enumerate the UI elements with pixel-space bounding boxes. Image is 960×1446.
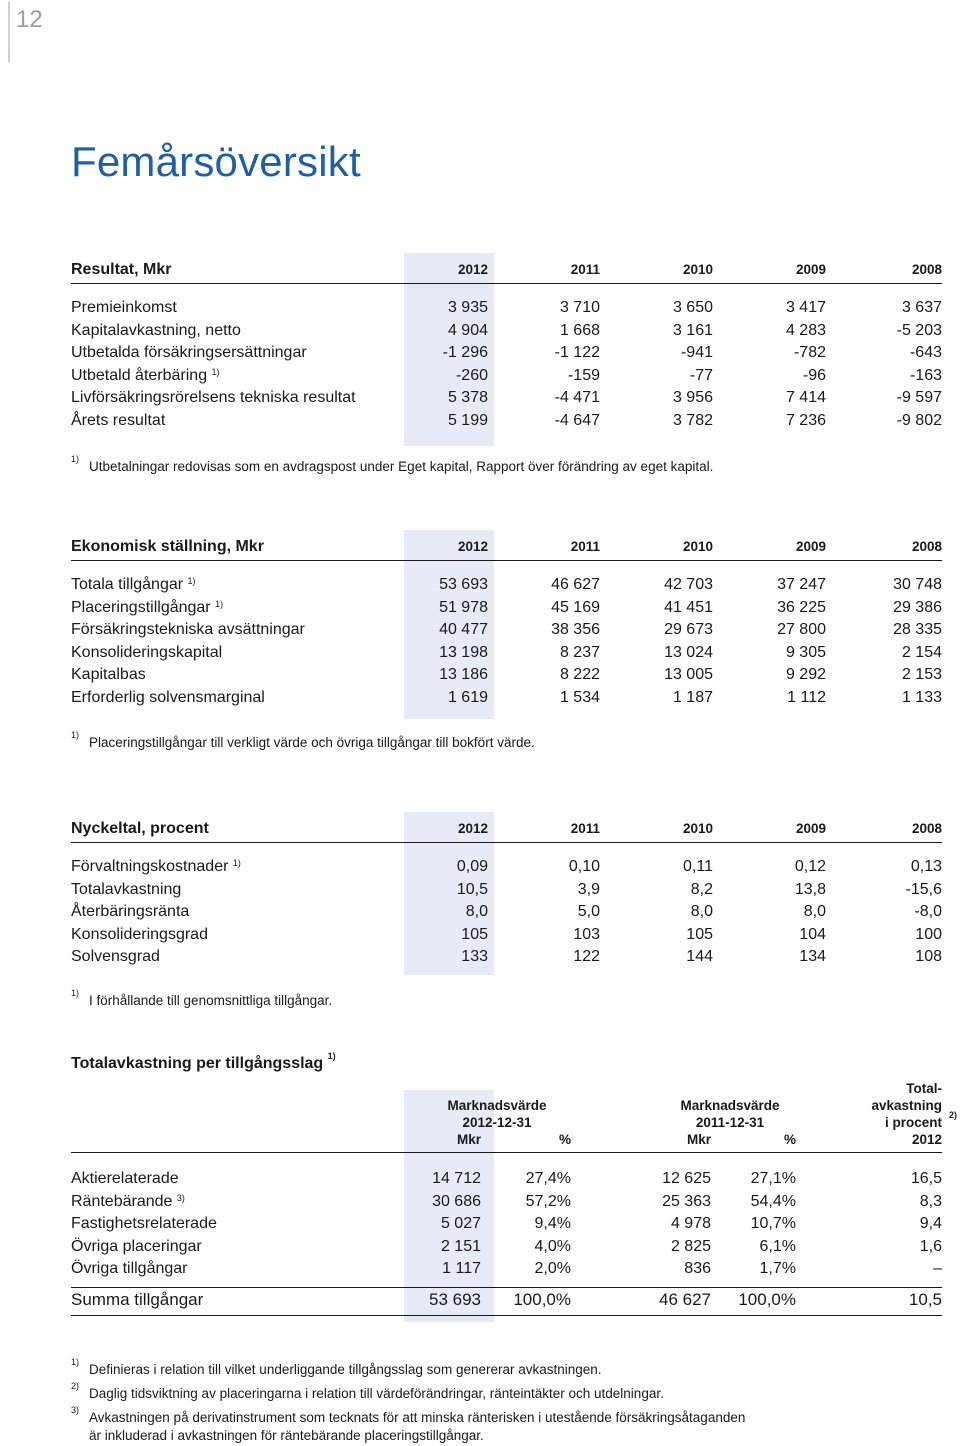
table-heading: Ekonomisk ställning, Mkr xyxy=(71,534,408,561)
cell: 8 237 xyxy=(559,643,600,661)
cell: 30 686 xyxy=(432,1192,481,1210)
footnote-ref: 1) xyxy=(211,366,220,377)
cell: 5 378 xyxy=(447,389,488,407)
cell: 100,0% xyxy=(513,1289,571,1309)
col3-year: 2012 xyxy=(911,1132,942,1147)
cell: -260 xyxy=(455,366,488,384)
footnote-mark: 1) xyxy=(71,1357,80,1367)
col1-date: 2012-12-31 xyxy=(462,1115,532,1130)
cell: 1,7% xyxy=(759,1260,796,1278)
footnote-mark: 1) xyxy=(71,730,80,740)
year-header: 2008 xyxy=(826,257,942,284)
year-header: 2011 xyxy=(488,257,600,284)
row-label: Utbetalda försäkringsersättningar xyxy=(71,344,307,362)
cell: 14 712 xyxy=(432,1170,481,1187)
cell: 100 xyxy=(915,925,942,943)
cell: 16,5 xyxy=(910,1170,942,1187)
row-label: Fastighetsrelaterade xyxy=(71,1215,217,1233)
page-edge-rule xyxy=(8,2,10,62)
year-header: 2009 xyxy=(713,816,826,843)
footnote-mark: 2) xyxy=(71,1381,80,1391)
cell: 29 386 xyxy=(893,598,942,616)
cell: 2 825 xyxy=(670,1237,711,1255)
table-row xyxy=(71,365,942,388)
row-label: Kapitalavkastning, netto xyxy=(71,321,241,339)
cell: – xyxy=(933,1260,942,1278)
total-row xyxy=(71,1288,942,1312)
col1-pct: % xyxy=(558,1132,571,1147)
table-row xyxy=(71,1213,942,1236)
cell: 1 668 xyxy=(559,321,600,339)
footnote-text: Placeringstillgångar till verkligt värde och övriga tillgångar till bokfört värde. xyxy=(89,735,535,750)
footnote-mark: 1) xyxy=(71,454,80,464)
year-header: 2010 xyxy=(600,534,713,561)
cell: 13 198 xyxy=(439,643,488,661)
cell: -15,6 xyxy=(905,880,942,898)
cell: 7 414 xyxy=(785,389,826,407)
cell: 1 534 xyxy=(559,688,600,706)
cell: 9 292 xyxy=(785,666,826,684)
cell: 57,2% xyxy=(525,1192,571,1210)
cell: 9,4 xyxy=(919,1215,942,1233)
cell: 25 363 xyxy=(662,1192,711,1210)
footnote-text: Daglig tidsviktning av placeringarna i relation till värdeförändringar, ränteintäkter och utdelningar. xyxy=(89,1386,664,1401)
row-label: Premieinkomst xyxy=(71,299,177,316)
row-label: Totalavkastning xyxy=(71,880,182,898)
col3-line3: i procent xyxy=(884,1115,942,1130)
col2-title: Marknadsvärde xyxy=(680,1098,780,1113)
year-header: 2009 xyxy=(713,534,826,561)
row-label: Solvensgrad xyxy=(71,948,160,966)
year-header: 2011 xyxy=(488,534,600,561)
table-heading-totalavkastning xyxy=(71,1051,942,1079)
cell: -9 597 xyxy=(896,389,942,407)
cell: 3 956 xyxy=(672,389,713,407)
cell: 2 154 xyxy=(901,643,942,661)
cell: 0,11 xyxy=(683,858,713,875)
row-label: Kapitalbas xyxy=(71,666,146,684)
cell: 3 710 xyxy=(559,299,600,316)
cell: 54,4% xyxy=(750,1192,796,1210)
col1-mkr: Mkr xyxy=(456,1132,481,1147)
col2-pct: % xyxy=(783,1132,796,1147)
cell: 8,2 xyxy=(690,880,713,898)
cell: 27,1% xyxy=(750,1170,796,1187)
cell: 27 800 xyxy=(777,621,826,639)
table-row xyxy=(71,597,942,620)
row-label: Återbäringsränta xyxy=(71,903,190,921)
cell: 30 748 xyxy=(893,576,942,593)
footnote-ref: 1) xyxy=(327,1051,336,1061)
year-header: 2009 xyxy=(713,257,826,284)
page-number: 12 xyxy=(16,6,43,33)
row-label: Konsolideringskapital xyxy=(71,643,223,661)
cell: 103 xyxy=(573,925,600,943)
cell: 3,9 xyxy=(577,880,600,898)
footnote-ref: 1) xyxy=(232,858,241,868)
cell: 8 222 xyxy=(559,666,600,684)
cell: -4 471 xyxy=(554,389,600,407)
header-rule xyxy=(71,1152,942,1153)
cell: 1,6 xyxy=(919,1237,942,1255)
page-title: Femårsöversikt xyxy=(71,138,361,185)
cell: -4 647 xyxy=(554,411,600,429)
cell: -163 xyxy=(909,366,942,384)
table-row xyxy=(71,1168,942,1191)
table-totalavkastning xyxy=(71,1168,942,1281)
year-header: 2012 xyxy=(408,257,488,284)
cell: 53 693 xyxy=(439,576,488,593)
cell: -1 296 xyxy=(442,344,488,362)
cell: 105 xyxy=(461,925,488,943)
row-label: Livförsäkringsrörelsens tekniska resultat xyxy=(71,389,356,407)
footnote-mark: 1) xyxy=(71,988,80,998)
cell: 0,13 xyxy=(910,858,942,875)
table-row xyxy=(71,297,942,320)
cell: 2,0% xyxy=(534,1260,571,1278)
table-total-row xyxy=(71,1288,942,1312)
cell: 13 024 xyxy=(664,643,713,661)
cell: 27,4% xyxy=(525,1170,571,1187)
cell: 3 650 xyxy=(672,299,713,316)
cell: 45 169 xyxy=(551,598,600,616)
cell: 9 305 xyxy=(785,643,826,661)
footnote-text-cont: är inkluderad i avkastningen för räntebärande placeringstillgångar. xyxy=(89,1428,484,1443)
cell: 5 199 xyxy=(447,411,488,429)
col2-mkr: Mkr xyxy=(686,1132,711,1147)
cell: 122 xyxy=(573,948,600,966)
row-label: Övriga tillgångar xyxy=(71,1260,188,1278)
table-row xyxy=(71,342,942,365)
table-row xyxy=(71,320,942,343)
table-ekonomisk-stallning xyxy=(71,534,942,710)
table-nyckeltal xyxy=(71,816,942,969)
cell: 10,5 xyxy=(908,1289,942,1309)
cell: 8,0 xyxy=(465,903,488,921)
cell: 104 xyxy=(799,925,826,943)
cell: 144 xyxy=(686,948,713,966)
table-row xyxy=(71,1236,942,1259)
cell: 46 627 xyxy=(659,1289,711,1309)
cell: 10,7% xyxy=(750,1215,796,1233)
cell: 6,1% xyxy=(759,1237,796,1255)
table-heading: Totalavkastning per tillgångsslag xyxy=(71,1055,324,1072)
col3-footnote-ref: 2) xyxy=(949,1110,958,1120)
table-row xyxy=(71,574,942,597)
year-header: 2008 xyxy=(826,534,942,561)
cell: 105 xyxy=(686,925,713,943)
table-row xyxy=(71,946,942,969)
footnote-ref: 1) xyxy=(215,598,224,609)
footnote-mark: 3) xyxy=(71,1405,80,1415)
year-header: 2011 xyxy=(488,816,600,843)
cell: 4,0% xyxy=(534,1237,571,1255)
row-label: Försäkringstekniska avsättningar xyxy=(71,621,305,639)
footnote-text: Utbetalningar redovisas som en avdragspost under Eget kapital, Rapport över förändring av eget kapital. xyxy=(89,459,714,474)
row-label: Konsolideringsgrad xyxy=(71,925,208,943)
cell: 1 117 xyxy=(442,1260,481,1278)
col1-title: Marknadsvärde xyxy=(447,1098,547,1113)
row-label: Förvaltningskostnader $^{1)}$ xyxy=(71,858,241,875)
total-rule-bottom xyxy=(71,1315,942,1316)
cell: 2 153 xyxy=(901,666,942,684)
cell: -159 xyxy=(567,366,600,384)
col3-line1: Total- xyxy=(906,1081,942,1096)
table-header xyxy=(71,816,942,843)
cell: 8,0 xyxy=(690,903,713,921)
column-headers xyxy=(71,1080,958,1150)
cell: 41 451 xyxy=(664,598,713,616)
year-header: 2008 xyxy=(826,816,942,843)
cell: 42 703 xyxy=(664,576,713,593)
table-row xyxy=(71,410,942,433)
cell: -1 122 xyxy=(554,344,600,362)
table-row xyxy=(71,856,942,879)
table-row xyxy=(71,924,942,947)
row-label: Årets resultat xyxy=(71,411,166,429)
table-heading: Nyckeltal, procent xyxy=(71,816,408,843)
footnote-text: I förhållande till genomsnittliga tillgångar. xyxy=(89,993,333,1008)
cell: 1 187 xyxy=(672,688,713,706)
col2-date: 2011-12-31 xyxy=(695,1115,765,1130)
row-label: Aktierelaterade xyxy=(71,1170,179,1187)
cell: -8,0 xyxy=(914,903,942,921)
table-header xyxy=(71,257,942,284)
year-header: 2012 xyxy=(408,534,488,561)
cell: 12 625 xyxy=(662,1170,711,1187)
cell: 1 133 xyxy=(901,688,942,706)
cell: 38 356 xyxy=(551,621,600,639)
table-row xyxy=(71,1191,942,1214)
cell: 10,5 xyxy=(456,880,488,898)
cell: 133 xyxy=(461,948,488,966)
row-label: Övriga placeringar xyxy=(71,1237,202,1255)
cell: 3 782 xyxy=(672,411,713,429)
table-heading: Resultat, Mkr xyxy=(71,257,408,284)
cell: 108 xyxy=(915,948,942,966)
cell: -5 203 xyxy=(896,321,942,339)
row-label: Placeringstillgångar $^{1)}$ xyxy=(71,598,224,616)
row-label: Utbetald återbäring $^{1)}$ xyxy=(71,366,220,384)
footnote-text: Avkastningen på derivatinstrument som tecknats för att minska ränterisken i utestående försäkringsåtaganden xyxy=(89,1410,746,1425)
table-row xyxy=(71,619,942,642)
cell: 29 673 xyxy=(664,621,713,639)
cell: -782 xyxy=(793,344,826,362)
cell: -77 xyxy=(689,366,713,384)
year-header: 2012 xyxy=(408,816,488,843)
cell: 100,0% xyxy=(738,1289,796,1309)
cell: 3 417 xyxy=(785,299,826,316)
table-resultat xyxy=(71,257,942,433)
cell: -96 xyxy=(802,366,826,384)
cell: 46 627 xyxy=(551,576,600,593)
cell: 4 283 xyxy=(785,321,826,339)
table-header xyxy=(71,534,942,561)
cell: 36 225 xyxy=(777,598,826,616)
row-label: Totala tillgångar $^{1)}$ xyxy=(71,576,196,593)
cell: 3 637 xyxy=(901,299,942,316)
cell: 28 335 xyxy=(893,621,942,639)
cell: 4 904 xyxy=(447,321,488,339)
table-row xyxy=(71,901,942,924)
cell: 53 693 xyxy=(429,1289,481,1309)
table-row xyxy=(71,387,942,410)
cell: 37 247 xyxy=(777,576,826,593)
cell: 5,0 xyxy=(577,903,600,921)
cell: 134 xyxy=(799,948,826,966)
table-row xyxy=(71,642,942,665)
year-header: 2010 xyxy=(600,816,713,843)
cell: 13 005 xyxy=(664,666,713,684)
cell: -643 xyxy=(909,344,942,362)
cell: 1 619 xyxy=(447,688,488,706)
cell: 8,0 xyxy=(803,903,826,921)
cell: 1 112 xyxy=(787,688,826,706)
cell: 0,09 xyxy=(456,858,488,875)
cell: 51 978 xyxy=(439,598,488,616)
table-row xyxy=(71,664,942,687)
cell: -9 802 xyxy=(896,411,942,429)
cell: 3 935 xyxy=(447,299,488,316)
footnote-ref: 3) xyxy=(176,1192,185,1203)
table-row xyxy=(71,1258,942,1281)
cell: 2 151 xyxy=(440,1237,481,1255)
cell: -941 xyxy=(680,344,713,362)
cell: 836 xyxy=(684,1260,711,1278)
cell: 0,10 xyxy=(568,858,600,875)
cell: 9,4% xyxy=(534,1215,571,1233)
col3-line2: avkastning xyxy=(871,1098,942,1113)
cell: 4 978 xyxy=(670,1215,711,1233)
row-label: Summa tillgångar xyxy=(71,1289,204,1309)
cell: 0,12 xyxy=(794,858,826,875)
cell: 13,8 xyxy=(794,880,826,898)
cell: 40 477 xyxy=(439,621,488,639)
cell: 5 027 xyxy=(440,1215,481,1233)
footnote-ref: 1) xyxy=(187,576,196,586)
row-label: Räntebärande $^{3)}$ xyxy=(71,1192,185,1210)
cell: 7 236 xyxy=(785,411,826,429)
footnote-text: Definieras i relation till vilket underliggande tillgångsslag som genererar avkastningen. xyxy=(89,1362,602,1377)
cell: 8,3 xyxy=(919,1192,942,1210)
cell: 13 186 xyxy=(439,666,488,684)
row-label: Erforderlig solvensmarginal xyxy=(71,688,265,706)
cell: 3 161 xyxy=(672,321,713,339)
year-header: 2010 xyxy=(600,257,713,284)
table-row xyxy=(71,687,942,710)
table-row xyxy=(71,879,942,902)
